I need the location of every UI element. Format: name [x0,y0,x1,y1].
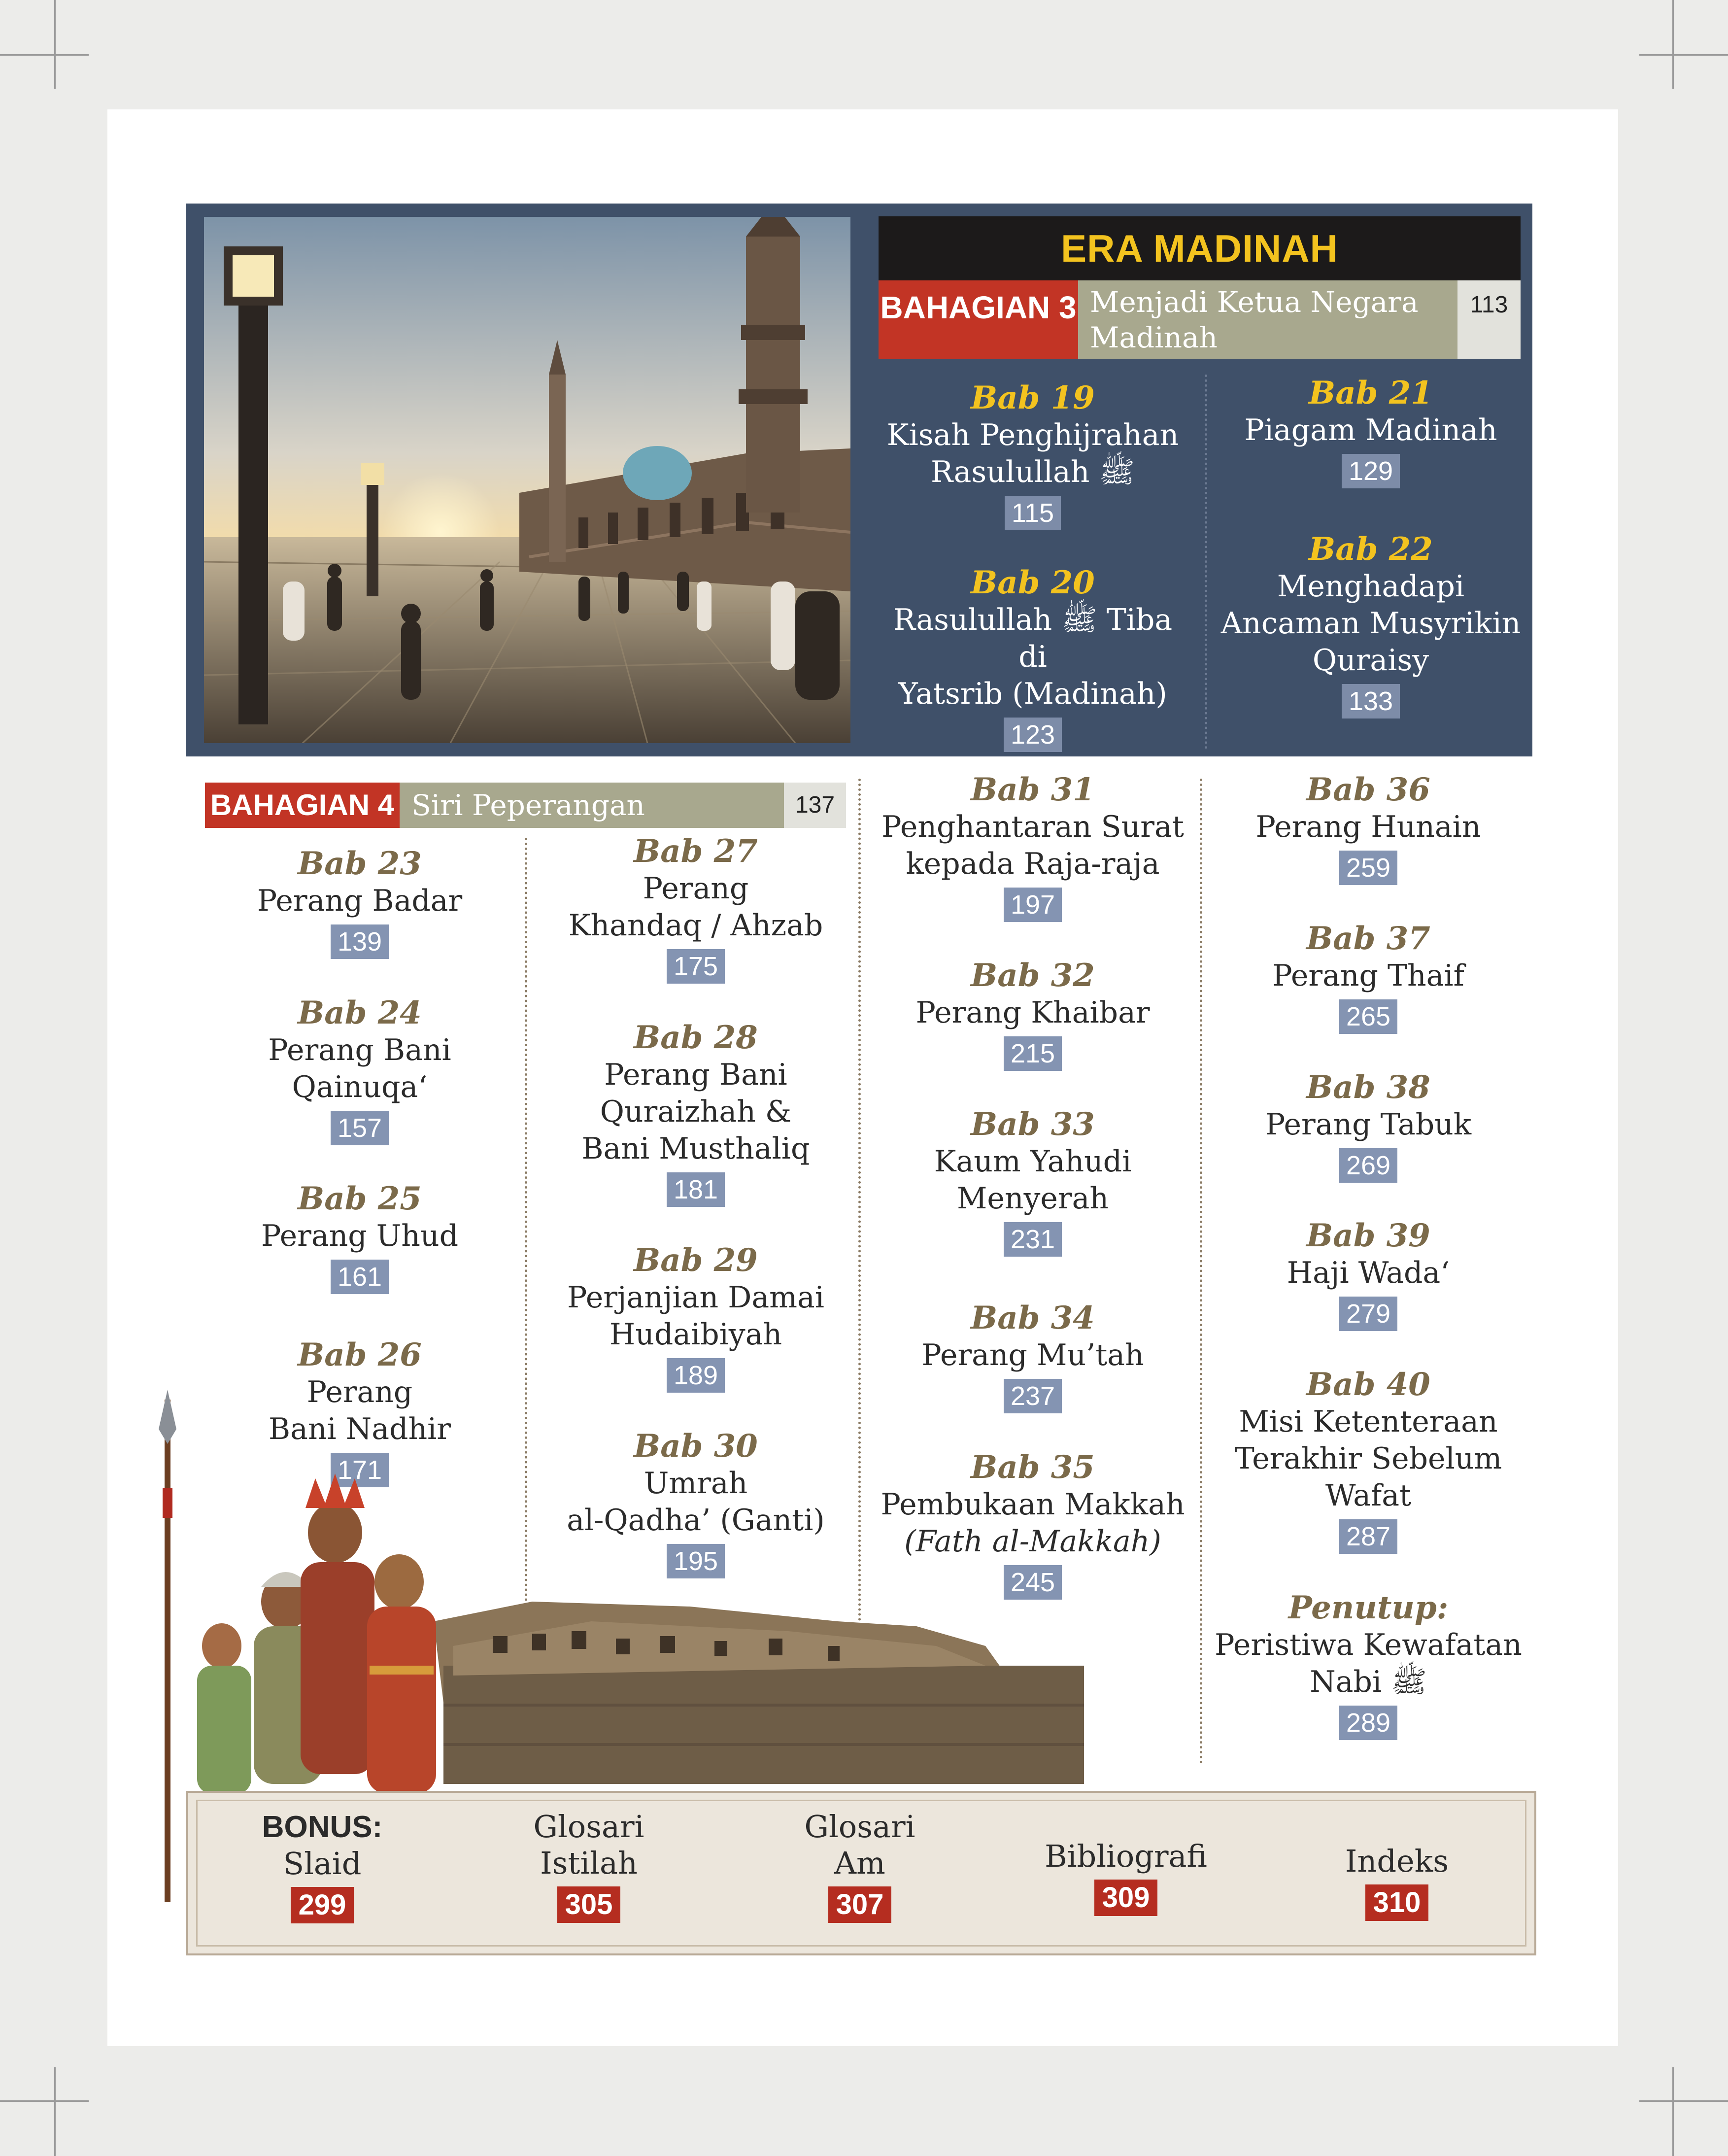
chapter-title-line: Perjanjian Damai [567,1280,824,1315]
chapter-number: Bab 34 [971,1300,1095,1336]
chapter-title-line: Haji Wada‘ [1287,1256,1450,1290]
chapter-title-line: Wafat [1325,1478,1412,1513]
chapter-number: Bab 31 [971,771,1095,808]
bonus-item-page: 310 [1365,1884,1429,1921]
chapter-21[interactable] [1213,375,1528,488]
part3-page [1457,280,1521,359]
chapter-number: Bab 25 [298,1180,422,1217]
chapter-page: 237 [1004,1379,1062,1413]
chapter-title-line: Bani Musthaliq [581,1131,810,1166]
bonus-item-page: 299 [291,1887,354,1923]
chapter-27[interactable] [538,833,853,984]
chapter-title-line: Hudaibiyah [609,1317,782,1352]
crop-mark [54,0,56,89]
part4-name [400,783,784,828]
chapter-28[interactable] [538,1019,853,1207]
bonus-item-slaid[interactable] [219,1809,426,1923]
part3-name-line1: Menjadi Ketua Negara [1090,285,1419,319]
crop-mark [0,2100,89,2102]
crop-mark [1639,2100,1728,2102]
chapter-number: Bab 22 [1309,531,1433,568]
chapter-number: Bab 23 [298,845,422,882]
chapter-number: Penutup: [1288,1589,1449,1626]
chapter-number: Bab 30 [634,1428,758,1465]
chapter-title-line: Perang Bani [268,1033,451,1067]
chapter-number: Bab 33 [971,1106,1095,1143]
chapter-40[interactable] [1211,1366,1526,1554]
chapter-title-line: (Fath al-Makkah) [904,1524,1161,1559]
crop-mark [0,54,89,56]
chapter-title-line: Misi Ketenteraan [1239,1404,1498,1439]
chapter-title-line: Perang Khaibar [915,995,1150,1030]
chapter-title-line: Umrah [644,1466,748,1501]
chapter-33[interactable] [875,1106,1190,1257]
chapter-number: Bab 36 [1306,771,1430,808]
bonus-item-glosari-am[interactable] [756,1809,963,1923]
chapter-page: 129 [1342,454,1400,488]
part4-label [205,783,400,828]
bonus-item-label: Am [834,1845,885,1881]
chapter-number: Bab 40 [1306,1366,1430,1403]
chapter-29[interactable] [538,1242,853,1393]
chapter-24[interactable] [202,994,517,1145]
bonus-item-label: Indeks [1345,1843,1449,1879]
chapter-title-line: Terakhir Sebelum [1234,1441,1502,1476]
chapter-title-line: Perang Badar [257,884,463,918]
chapter-title-line: Perang Hunain [1255,810,1481,844]
chapter-title-line: Perang Mu’tah [921,1338,1144,1372]
chapter-page: 161 [331,1260,389,1294]
chapter-page: 265 [1339,999,1397,1034]
chapter-page: 123 [1004,718,1062,752]
chapter-title-line: Quraisy [1312,643,1429,678]
chapter-number: Bab 24 [298,994,422,1031]
chapter-title-line: Qainuqa‘ [292,1070,428,1104]
chapter-page: 215 [1004,1036,1062,1071]
part3-name-line2: Madinah [1090,321,1218,354]
bonus-heading-text: BONUS: [262,1810,383,1844]
bonus-item-label: Istilah [540,1845,638,1881]
chapter-title-line: Quraizhah & [600,1095,792,1129]
era-column-divider [1205,375,1207,749]
bonus-item-label: Glosari [533,1809,644,1845]
chapter-number: Bab 35 [971,1449,1095,1486]
crop-mark [1639,54,1728,56]
chapter-page: 259 [1339,851,1397,885]
chapter-page: 139 [331,924,389,959]
chapter-number: Bab 20 [971,564,1095,601]
chapter-page: 171 [331,1453,389,1487]
chapter-number: Bab 21 [1309,375,1433,411]
chapter-38[interactable] [1211,1069,1526,1183]
chapter-20[interactable] [875,564,1190,752]
bonus-item-bibliografi[interactable] [1022,1838,1229,1916]
mosque-courtyard-photo [204,217,850,743]
chapter-title-line: Khandaq / Ahzab [568,908,823,943]
chapter-number: Bab 27 [634,833,758,870]
chapter-36[interactable] [1211,771,1526,885]
chapter-title-line: Perang [306,1375,413,1409]
bonus-item-label: Glosari [804,1809,915,1845]
chapter-39[interactable] [1211,1217,1526,1331]
chapter-title-line: Perang Thaif [1272,958,1464,993]
part3-label-text: BAHAGIAN 3 [880,290,1077,325]
crop-mark [1672,0,1674,89]
chapter-title-line: Pembukaan Makkah [881,1487,1185,1522]
part3-name [1078,280,1457,359]
chapter-title-line: Rasulullah ﷺ Tiba di [893,603,1173,674]
bonus-item-page: 307 [828,1886,892,1923]
chapter-number: Bab 28 [634,1019,758,1056]
chapter-title-line: Kisah Penghijrahan [886,418,1179,452]
chapter-penutup[interactable] [1211,1589,1526,1740]
chapter-title-line: Perang [643,871,749,906]
chapter-22[interactable] [1213,531,1528,719]
chapter-page: 157 [331,1111,389,1145]
chapter-number: Bab 39 [1306,1217,1430,1254]
chapter-number: Bab 38 [1306,1069,1430,1106]
chapter-title-line: Menyerah [956,1181,1109,1216]
chapter-number: Bab 37 [1306,920,1430,957]
chapter-25[interactable] [202,1180,517,1294]
chapter-title-line: Menghadapi [1277,569,1465,604]
chapter-37[interactable] [1211,920,1526,1034]
chapter-number: Bab 19 [971,379,1095,416]
chapter-title-line: Nabi ﷺ [1310,1665,1427,1699]
chapter-title-line: Ancaman Musyrikin [1220,606,1521,641]
part3-page-number: 113 [1470,292,1508,318]
part4-name-text: Siri Peperangan [411,788,645,822]
chapter-page: 289 [1339,1706,1397,1740]
bonus-item-page: 309 [1094,1880,1158,1916]
part3-label [879,280,1078,359]
chapter-title-line: Yatsrib (Madinah) [898,677,1167,711]
chapter-page: 189 [667,1358,725,1393]
chapter-page: 175 [667,949,725,984]
bonus-item-indeks[interactable] [1293,1843,1500,1921]
chapter-page: 279 [1339,1297,1397,1331]
part4-page [784,783,846,828]
chapter-23[interactable] [202,845,517,959]
chapter-31[interactable] [875,771,1190,922]
chapter-page: 181 [667,1172,725,1207]
chapter-page: 245 [1004,1565,1062,1600]
part4-page-number: 137 [795,792,835,818]
chapter-19[interactable] [875,379,1190,530]
chapter-title-line: al-Qadha’ (Ganti) [567,1503,825,1538]
chapter-page: 287 [1339,1519,1397,1554]
chapter-number: Bab 29 [634,1242,758,1279]
chapter-title-line: Perang Uhud [261,1219,459,1253]
chapter-title-line: Peristiwa Kewafatan [1215,1628,1522,1662]
chapter-page: 231 [1004,1222,1062,1257]
column-divider [1200,779,1202,1764]
bonus-item-glosari-istilah[interactable] [485,1809,692,1923]
chapter-title-line: Perang Tabuk [1265,1107,1472,1142]
part4-label-text: BAHAGIAN 4 [210,788,395,821]
chapter-page: 133 [1342,684,1400,719]
chapter-title-line: kepada Raja-raja [906,847,1160,881]
chapter-page: 195 [667,1544,725,1578]
crop-mark [1672,2067,1674,2156]
bonus-item-label: Slaid [283,1846,362,1882]
chapter-number: Bab 32 [971,957,1095,994]
chapter-title-line: Penghantaran Surat [881,810,1184,844]
chapter-title-line: Bani Nadhir [269,1412,451,1446]
chapter-page: 115 [1005,496,1061,530]
chapter-title-line: Rasulullah ﷺ [931,455,1135,489]
chapter-title-line: Piagam Madinah [1244,413,1497,447]
chapter-title-line: Perang Bani [604,1058,787,1092]
chapter-page: 269 [1339,1148,1397,1183]
chapter-page: 197 [1004,888,1062,922]
crop-mark [54,2067,56,2156]
bonus-item-page: 305 [557,1886,621,1923]
chapter-number: Bab 26 [298,1336,422,1373]
chapter-title-line: Kaum Yahudi [934,1144,1132,1179]
chapter-32[interactable] [875,957,1190,1071]
era-title: ERA MADINAH [879,216,1521,280]
bonus-heading [219,1809,426,1846]
bonus-item-label: Bibliografi [1045,1838,1207,1874]
